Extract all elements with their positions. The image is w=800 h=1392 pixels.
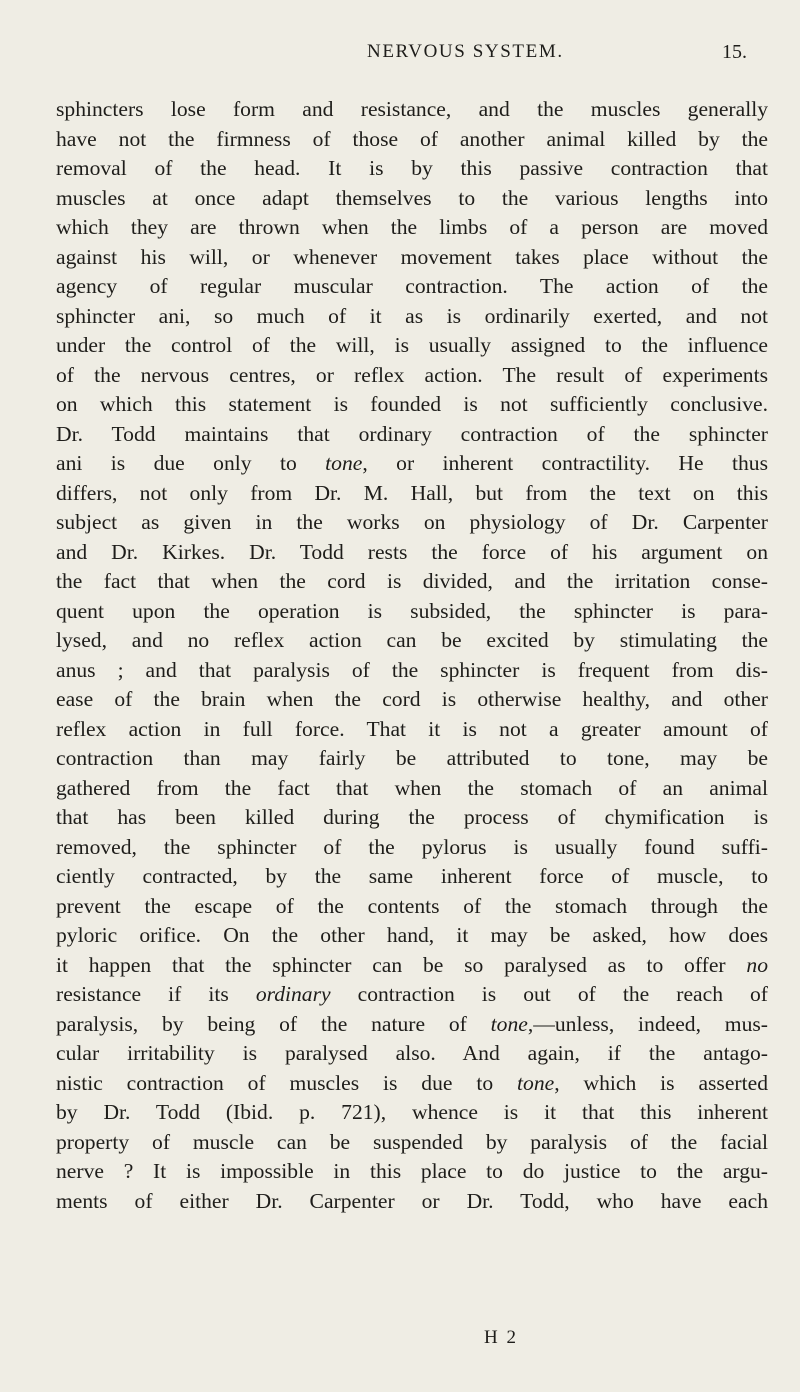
text-line: on which this statement is founded is not sufficiently conclusive. (56, 392, 768, 416)
text-line: gathered from the fact that when the stomach of an animal (56, 775, 768, 800)
text-line: ciently contracted, by the same inherent force of muscle, to (56, 864, 768, 888)
text-line: agency of regular muscular contraction. The action of the (56, 274, 768, 298)
text-line: reflex action in full force. That it is not a greater amount of (56, 716, 768, 741)
text-line: property of muscle can be suspended by paralysis of the facial (56, 1129, 768, 1154)
text-line: that has been killed during the process of chymification is (56, 805, 768, 829)
body-text (56, 95, 768, 1216)
text-line: against his will, or whenever movement takes place without the (56, 244, 768, 269)
text-line: ments of either Dr. Carpenter or Dr. Todd, who have each (56, 1188, 768, 1213)
text-line: which they are thrown when the limbs of a person are moved (56, 215, 768, 239)
text-line: cular irritability is paralysed also. And again, if the antago- (56, 1041, 768, 1065)
text-line: muscles at once adapt themselves to the various lengths into (56, 185, 768, 210)
running-head (0, 41, 800, 71)
text-line: quent upon the operation is subsided, the sphincter is para- (56, 598, 768, 623)
text-line: prevent the escape of the contents of the stomach through the (56, 893, 768, 918)
text-line: under the control of the will, is usually assigned to the influence (56, 333, 768, 357)
text-line: lysed, and no reflex action can be excited by stimulating the (56, 628, 768, 652)
text-line: subject as given in the works on physiology of Dr. Carpenter (56, 510, 768, 534)
page-number: 15. (722, 41, 747, 63)
text-line: by Dr. Todd (Ibid. p. 721), whence is it that this inherent (56, 1100, 768, 1124)
text-line: pyloric orifice. On the other hand, it may be asked, how does (56, 923, 768, 947)
signature-mark: H 2 (484, 1327, 518, 1348)
text-line: and Dr. Kirkes. Dr. Todd rests the force of his argument on (56, 539, 768, 564)
text-line: removed, the sphincter of the pylorus is usually found suffi- (56, 834, 768, 859)
text-line: it happen that the sphincter can be so paralysed as to offer no (56, 952, 768, 977)
text-line: sphincter ani, so much of it as is ordinarily exerted, and not (56, 303, 768, 328)
text-line: ani is due only to tone, or inherent contractility. He thus (56, 451, 768, 475)
text-line: Dr. Todd maintains that ordinary contraction of the sphincter (56, 421, 768, 446)
text-line: sphincters lose form and resistance, and the muscles generally (56, 97, 768, 121)
text-line: paralysis, by being of the nature of tone,—unless, indeed, mus- (56, 1011, 768, 1036)
text-line: differs, not only from Dr. M. Hall, but from the text on this (56, 480, 768, 505)
text-line: anus ; and that paralysis of the sphincter is frequent from dis- (56, 657, 768, 682)
text-line: have not the firmness of those of another animal killed by the (56, 126, 768, 151)
text-line: nerve ? It is impossible in this place to do justice to the argu- (56, 1159, 768, 1183)
text-line: contraction than may fairly be attributed to tone, may be (56, 746, 768, 770)
text-line: the fact that when the cord is divided, and the irritation conse- (56, 569, 768, 593)
text-line: nistic contraction of muscles is due to tone, which is asserted (56, 1070, 768, 1095)
text-line: ease of the brain when the cord is otherwise healthy, and other (56, 687, 768, 711)
text-line: removal of the head. It is by this passive contraction that (56, 156, 768, 180)
text-line: of the nervous centres, or reflex action. The result of experiments (56, 362, 768, 387)
text-line: resistance if its ordinary contraction is out of the reach of (56, 982, 769, 1006)
running-title: NERVOUS SYSTEM. (367, 41, 564, 62)
